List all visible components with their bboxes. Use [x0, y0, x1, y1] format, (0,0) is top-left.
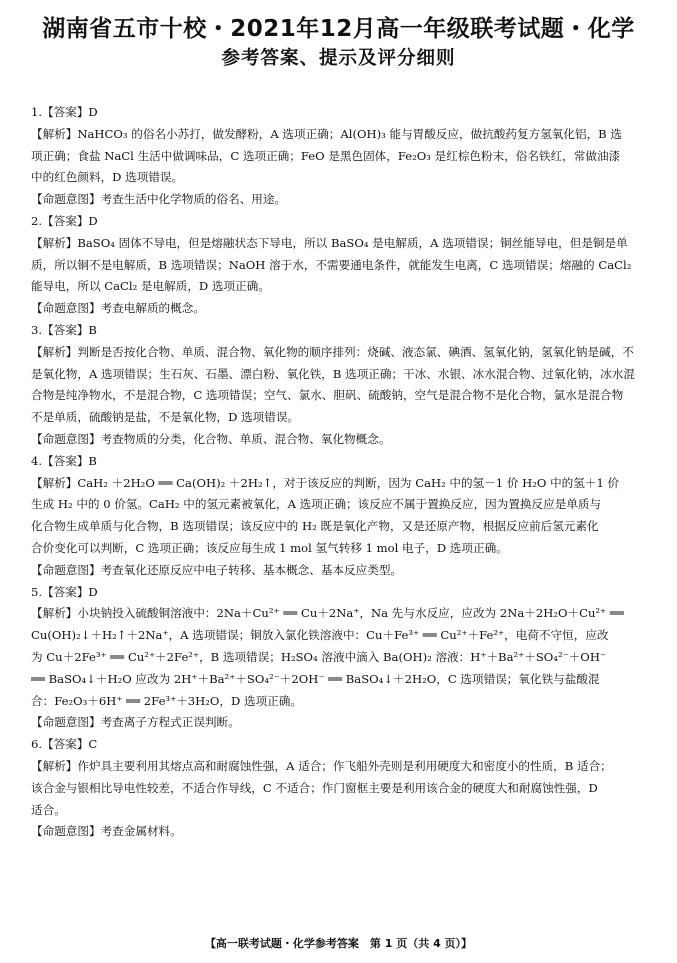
- answer-body: [31, 102, 647, 843]
- text-line: 【命题意图】考查生活中化学物质的俗名、用途。: [31, 192, 287, 207]
- text-line: 4.【答案】B: [31, 453, 97, 468]
- text-line: 该合金与银相比导电性较差，不适合作导线，C 不适合；作门窗框主要是利用该合金的硬度大和耐腐蚀性强，D: [31, 780, 598, 795]
- text-line: 【解析】NaHCO₃ 的俗名小苏打，做发酵粉，A 选项正确；Al(OH)₃ 能与胃酸反应，做抗酸药复方氢氧化铝，B 选: [31, 126, 622, 141]
- text-line: 是氧化物，A 选项错误；生石灰、石墨、漂白粉、氧化铁，B 选项正确；干冰、水银、冰水混合物、过氧化钠，冰水混: [31, 366, 635, 381]
- text-line: 【解析】小块钠投入硫酸铜溶液中：2Na＋Cu²⁺ ══ Cu＋2Na⁺，Na 先与水反应，应改为 2Na＋2H₂O＋Cu²⁺ ══: [31, 606, 624, 621]
- text-line: 【命题意图】考查金属材料。: [31, 824, 182, 839]
- text-line: 2.【答案】D: [31, 213, 98, 228]
- text-line: 合物是纯净物水，不是混合物，C 选项错误；空气、氯水、胆矾、硫酸钠，空气是混合物不是化合物，氯水是混合物: [31, 388, 624, 403]
- text-line: 3.【答案】B: [31, 322, 97, 337]
- text-line: 项正确；食盐 NaCl 生活中做调味品，C 选项正确；FeO 是黑色固体，Fe₂O₃ 是红棕色粉末，俗名铁红，常做油漆: [31, 148, 621, 163]
- page-footer: 【高一联考试题・化学参考答案 第 1 页（共 4 页）】: [204, 937, 473, 950]
- text-line: 化合物生成单质与化合物，B 选项错误；该反应中的 H₂ 既是氧化产物，又是还原产物，根据反应前后氢元素化: [31, 519, 599, 534]
- text-line: 【命题意图】考查氧化还原反应中电子转移、基本概念、基本反应类型。: [31, 562, 403, 577]
- text-line: 不是单质，硫酸钠是盐，不是氧化物，D 选项错误。: [31, 410, 300, 425]
- text-line: 合：Fe₂O₃＋6H⁺ ══ 2Fe³⁺＋3H₂O，D 选项正确。: [31, 693, 302, 708]
- text-line: 适合。: [31, 802, 66, 817]
- text-line: 【解析】BaSO₄ 固体不导电，但是熔融状态下导电，所以 BaSO₄ 是电解质，A 选项错误；铜丝能导电，但是铜是单: [31, 235, 628, 250]
- text-line: ══ BaSO₄↓＋H₂O 应改为 2H⁺＋Ba²⁺＋SO₄²⁻＋2OH⁻ ══ BaSO₄↓＋2H₂O，C 选项错误；氧化铁与盐酸混: [31, 671, 600, 686]
- page-title: 湖南省五市十校・2021年12月高一年级联考试题・化学: [42, 16, 635, 42]
- text-line: 【解析】CaH₂ ＋2H₂O ══ Ca(OH)₂ ＋2H₂↑，对于该反应的判断，因为 CaH₂ 中的氢－1 价 H₂O 中的氢＋1 价: [31, 475, 620, 490]
- text-line: 为 Cu＋2Fe³⁺ ══ Cu²⁺＋2Fe²⁺，B 选项错误；H₂SO₄ 溶液中滴入 Ba(OH)₂ 溶液：H⁺＋Ba²⁺＋SO₄²⁻＋OH⁻: [31, 649, 607, 664]
- text-line: 能导电，所以 CaCl₂ 是电解质，D 选项正确。: [31, 279, 270, 294]
- text-line: 质，所以铜不是电解质，B 选项错误；NaOH 溶于水，不需要通电条件，就能发生电离，C 选项错误；熔融的 CaCl₂: [31, 257, 632, 272]
- text-line: 合价变化可以判断，C 选项正确；该反应每生成 1 mol 氢气转移 1 mol 电子，D 选项正确。: [31, 540, 508, 555]
- text-line: 1.【答案】D: [31, 105, 98, 119]
- text-line: 【解析】作炉具主要利用其熔点高和耐腐蚀性强，A 适合；作飞船外壳则是利用硬度大和密度小的性质，B 适合；: [31, 758, 612, 773]
- text-line: 生成 H₂ 中的 0 价氢。CaH₂ 中的氢元素被氧化，A 选项正确；该反应不属于置换反应，因为置换反应是单质与: [31, 497, 602, 512]
- text-line: Cu(OH)₂↓＋H₂↑＋2Na⁺，A 选项错误；铜放入氯化铁溶液中：Cu＋Fe³⁺ ══ Cu²⁺＋Fe²⁺，电荷不守恒，应改: [31, 628, 609, 643]
- text-line: 【命题意图】考查电解质的概念。: [31, 301, 205, 316]
- text-line: 【解析】判断是否按化合物、单质、混合物、氧化物的顺序排列：烧碱、液态氯、碘酒、氢氧化钠，氢氧化钠是碱，不: [31, 344, 634, 359]
- text-line: 6.【答案】C: [31, 737, 98, 752]
- text-line: 【命题意图】考查物质的分类，化合物、单质、混合物、氧化物概念。: [31, 431, 391, 446]
- text-line: 5.【答案】D: [31, 584, 98, 599]
- text-line: 【命题意图】考查离子方程式正误判断。: [31, 715, 240, 730]
- page-subtitle: 参考答案、提示及评分细则: [221, 48, 456, 69]
- text-line: 中的红色颜料，D 选项错误。: [31, 170, 184, 185]
